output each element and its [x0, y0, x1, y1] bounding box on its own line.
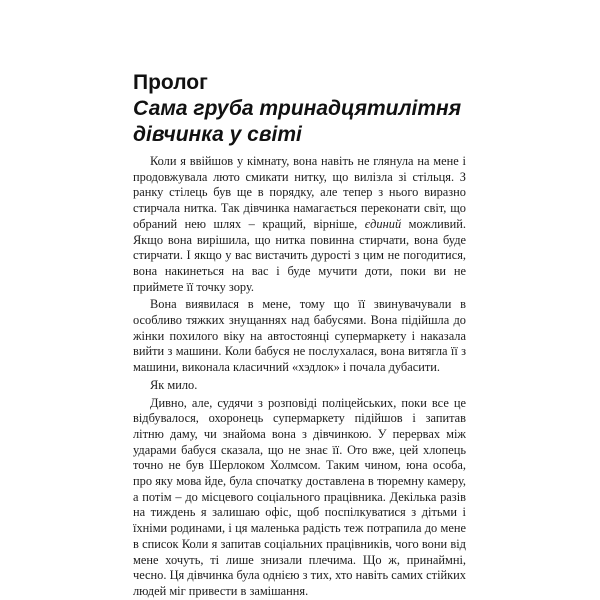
- paragraph-4: Дивно, але, судячи з розповіді поліцейських, поки все це відбувалося, охоронець супермаркету підійшов і запитав літню даму, чи знайома вона з дівчинкою. У перервах між ударами бабуся сказала, що не знає її. Ото вже, цей хлопець точно не був Шерлоком Холмсом. Таким чином, юна особа, про яку мова йде, була спочатку доставлена в тюремну камеру, а потім – до місцевого соціального працівника. Декілька разів на тиждень я залишаю офіс, щоб поспілкуватися з дітьми і їхніми родинами, і ця маленька радість теж потрапила до мене в список Коли я запитав соціальних працівників, чого вони від мене хочуть, ті лише знизали плечима. Що ж, принаймні, чесно. Ця дівчинка була однією з тих, хто навіть самих стійких людей міг привести в замішання.: [133, 395, 466, 598]
- paragraph-1-emphasis: єдиний: [364, 216, 402, 231]
- paragraph-1-text-a: Коли я ввійшов у кімнату, вона навіть не глянула на мене і продовжувала люто смикати нитку, що вилізла зі стільця. З ранку стілець був ще в порядку, але тепер з нього виразно стирчала нитка. Так дівчинка намагається переконати світ, що обраний нею шлях – кращий, вірніше,: [133, 154, 466, 231]
- chapter-subtitle: Сама груба тринадцятилітня дівчинка у світі: [133, 97, 462, 146]
- chapter-title: Пролог: [133, 71, 208, 94]
- paragraph-1-text-b: можливий. Якщо вона вирішила, що нитка повинна стирчати, вона буде стирчати. І якщо у вас вистачить дурості з цим не погодитися, вона накинеться на вас і буде мучити доти, поки ви не приймете її точку зору.: [133, 216, 466, 294]
- paragraph-2: Вона виявилася в мене, тому що її звинувачували в особливо тяжких знущаннях над бабусями. Вона підійшла до жінки похилого віку на автостоянці супермаркету і наказала вийти з машини. Коли бабуся не послухалася, вона витягла її з машини, виконала класичний «хэдлок» і почала дубасити.: [133, 297, 466, 375]
- chapter-heading: [133, 70, 473, 148]
- chapter-body: [133, 154, 466, 600]
- paragraph-1: [133, 154, 466, 295]
- paragraph-3: Як мило.: [150, 377, 198, 392]
